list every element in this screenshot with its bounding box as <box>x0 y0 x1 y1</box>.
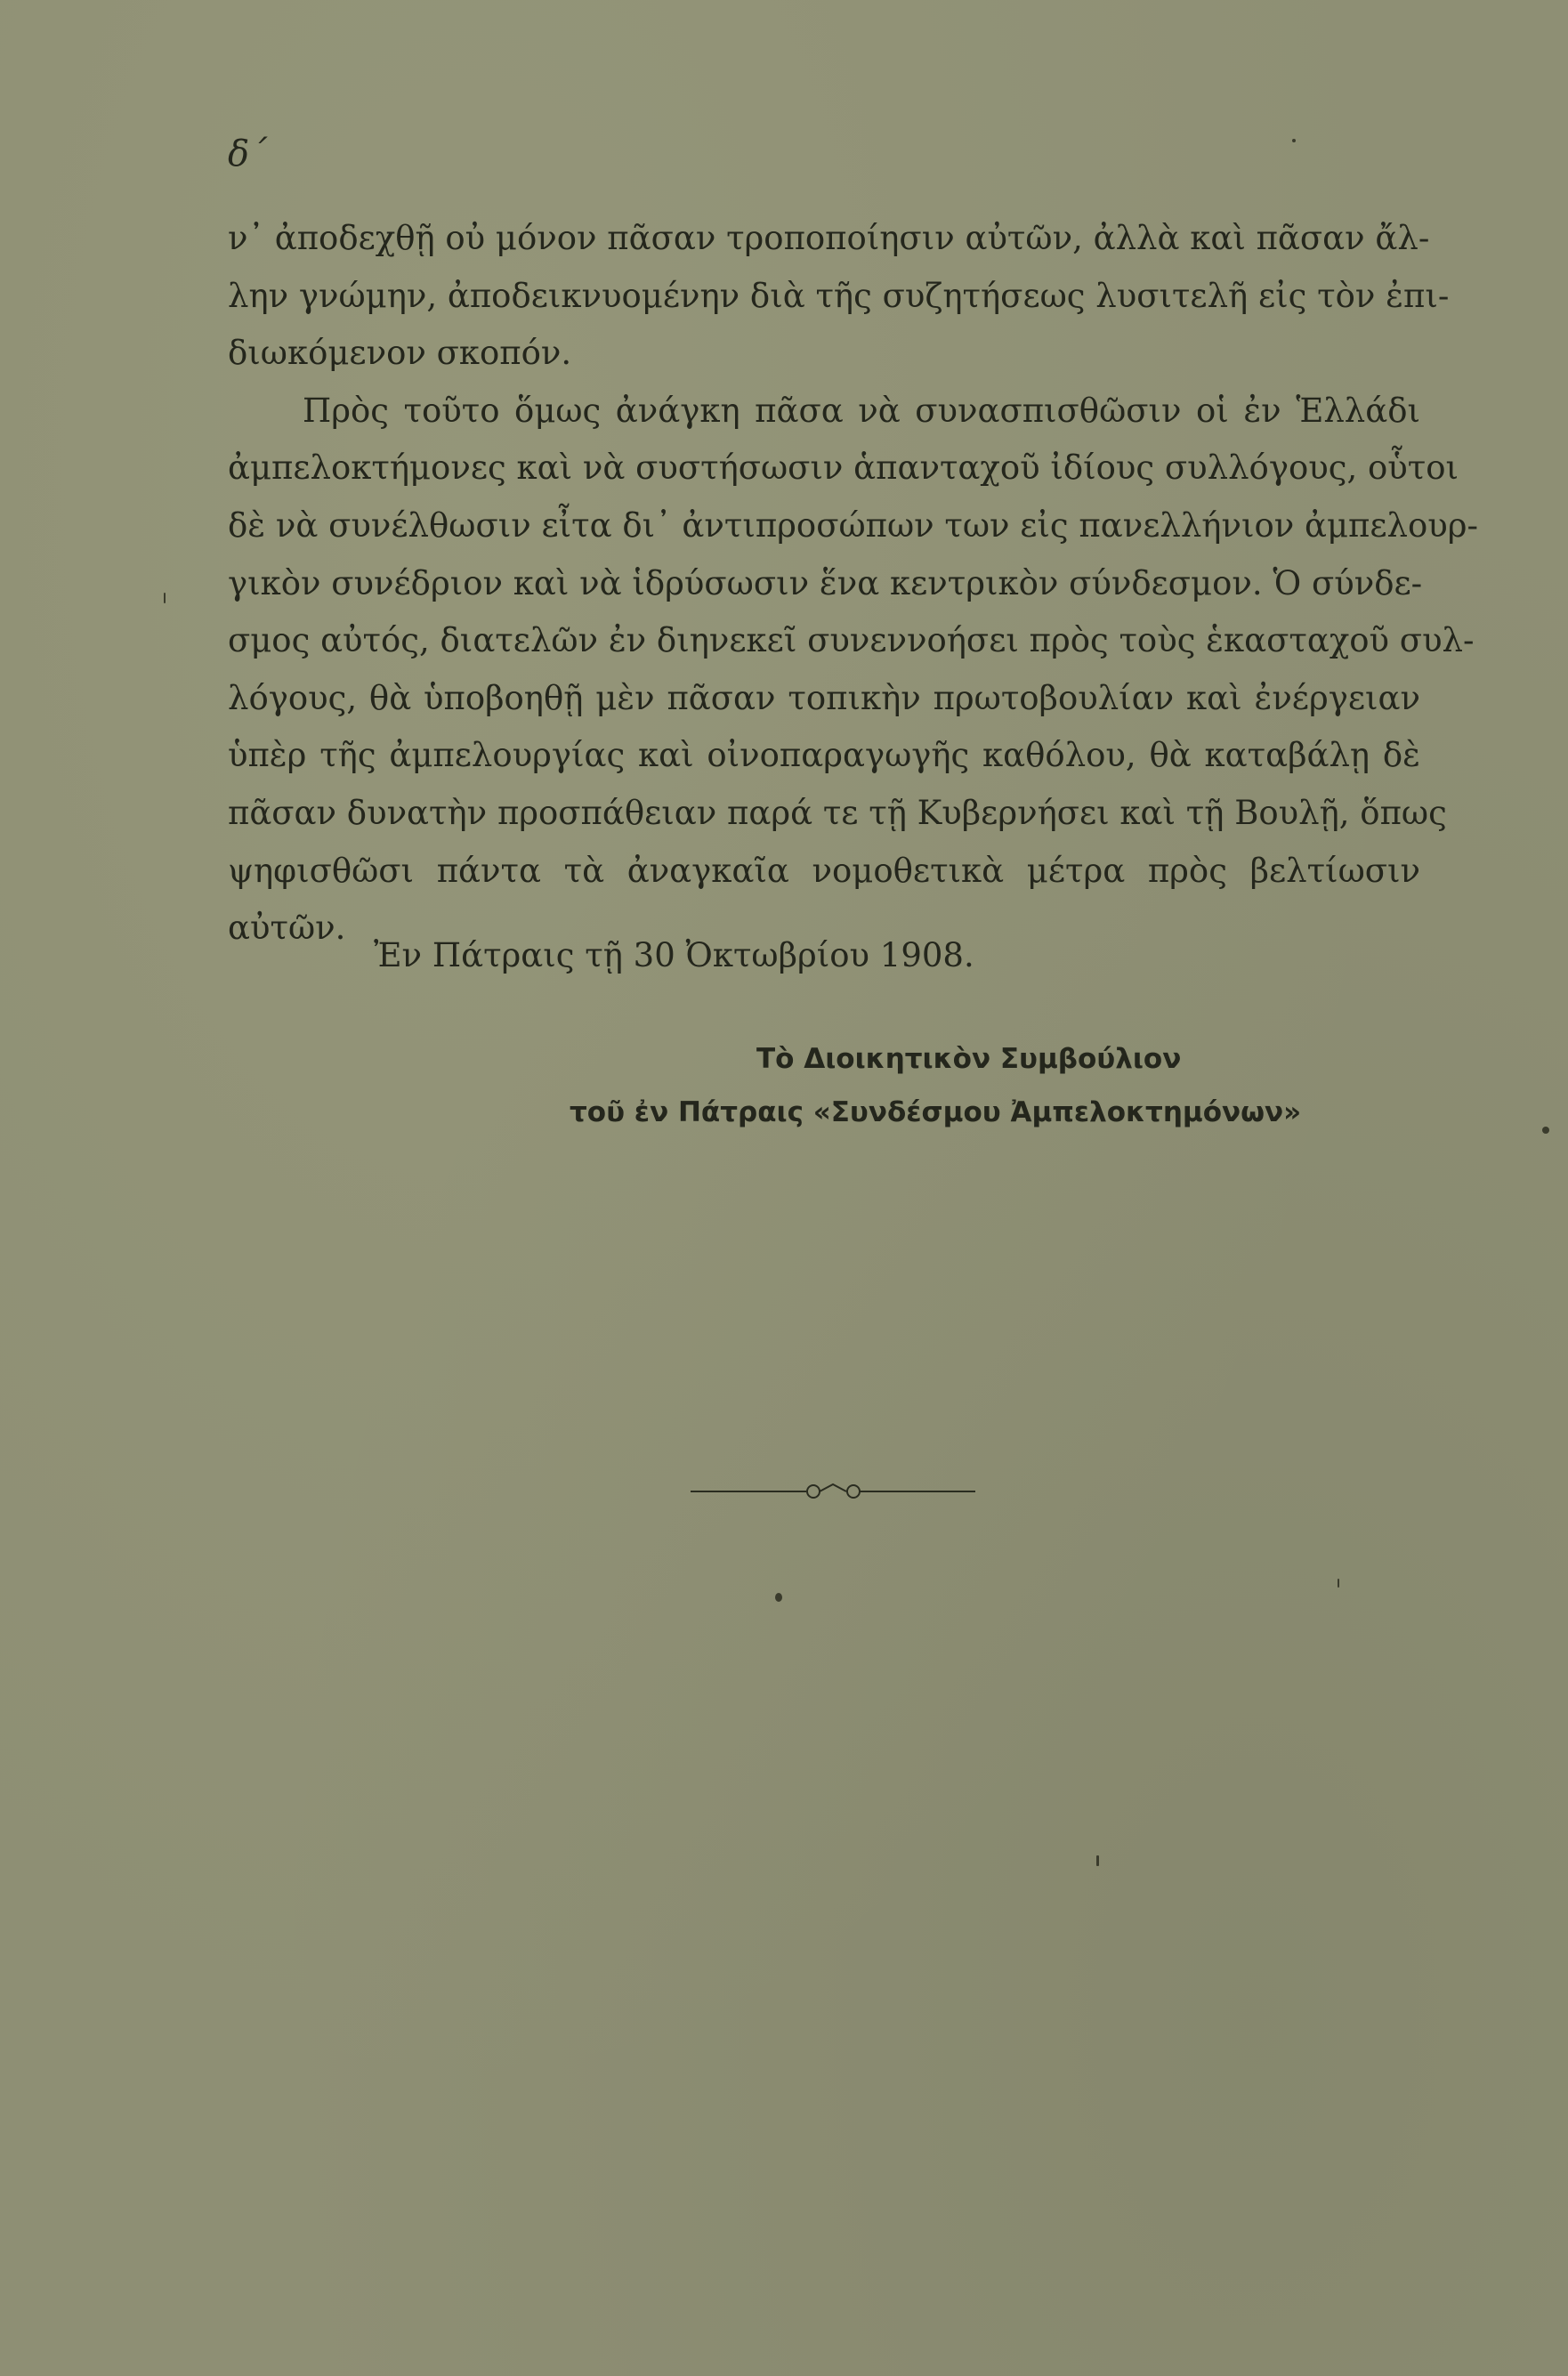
text-line: λόγους, θὰ ὑποβοηθῇ μὲν πᾶσαν τοπικὴν πρωτοβουλίαν καὶ ἐνέργειαν <box>228 678 1420 717</box>
text-line: ψηφισθῶσι πάντα τὰ ἀναγκαῖα νομοθετικὰ μέτρα πρὸς βελτίωσιν <box>228 851 1420 890</box>
text-line: πᾶσαν δυνατὴν προσπάθειαν παρά τε τῇ Κυβερνήσει καὶ τῇ Βουλῇ, ὅπως <box>228 793 1447 832</box>
body-paragraphs <box>228 210 1478 958</box>
text-line: αὐτῶν. <box>228 909 346 948</box>
paper-speck <box>1338 1579 1339 1588</box>
paper-speck <box>1292 139 1296 142</box>
paper-speck <box>164 593 166 603</box>
ornament-rule-icon <box>691 1481 975 1502</box>
text-line: γικὸν συνέδριον καὶ νὰ ἱδρύσωσιν ἕνα κεντρικὸν σύνδεσμον. Ὁ σύνδε- <box>228 563 1423 602</box>
text-line: δὲ νὰ συνέλθωσιν εἶτα δι᾽ ἀντιπροσώπων των εἰς πανελλήνιον ἀμπελουρ- <box>228 505 1478 545</box>
text-line: λην γνώμην, ἀποδεικνυομένην διὰ τῆς συζητήσεως λυσιτελῆ εἰς τὸν ἐπι- <box>228 276 1450 315</box>
text-line: ὑπὲρ τῆς ἀμπελουργίας καὶ οἰνοπαραγωγῆς καθόλου, θὰ καταβάλῃ δὲ <box>228 736 1420 775</box>
text-line: ν᾽ ἀποδεχθῇ οὐ μόνον πᾶσαν τροποποίησιν αὐτῶν, ἀλλὰ καὶ πᾶσαν ἄλ- <box>228 219 1430 257</box>
page-number: δ΄ <box>228 133 268 174</box>
paper-speck <box>775 1593 782 1602</box>
signature-block <box>570 1032 1424 1139</box>
text-line: σμος αὐτός, διατελῶν ἐν διηνεκεῖ συνεννοήσει πρὸς τοὺς ἑκασταχοῦ συλ- <box>228 621 1475 660</box>
signature-line-2: τοῦ ἐν Πάτραις «Συνδέσμου Ἀμπελοκτημόνων» <box>570 1096 1302 1128</box>
text-line: ἀμπελοκτήμονες καὶ νὰ συστήσωσιν ἁπανταχοῦ ἰδίους συλλόγους, οὗτοι <box>228 449 1459 488</box>
dateline: Ἐν Πάτραις τῇ 30 Ὀκτωβρίου 1908. <box>374 936 974 974</box>
signature-line-1: Τὸ Διοικητικὸν Συμβούλιον <box>756 1043 1182 1075</box>
paper-speck <box>1542 1127 1549 1134</box>
text-line: διωκόμενον σκοπόν. <box>228 334 572 373</box>
text-line: Πρὸς τοῦτο ὅμως ἀνάγκη πᾶσα νὰ συνασπισθῶσιν οἱ ἐν Ἑλλάδι <box>303 391 1420 430</box>
paper-speck <box>1096 1855 1099 1866</box>
